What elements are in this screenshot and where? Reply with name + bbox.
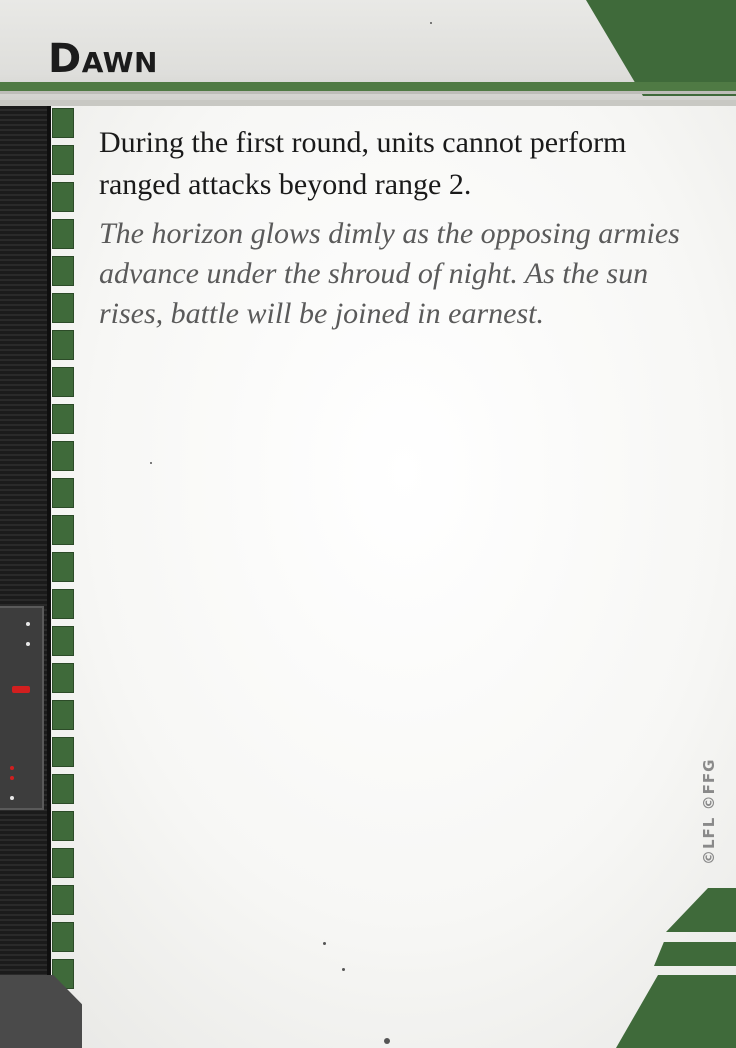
header-green-rule bbox=[0, 82, 736, 91]
sidebar-green-segment bbox=[52, 626, 74, 656]
header-divider-lower bbox=[0, 100, 736, 106]
sidebar-green-segment bbox=[52, 404, 74, 434]
texture-speck bbox=[150, 462, 152, 464]
sidebar-green-segment bbox=[52, 885, 74, 915]
sidebar-green-segment bbox=[52, 811, 74, 841]
texture-speck bbox=[323, 942, 326, 945]
indicator-red-dot bbox=[10, 766, 14, 770]
texture-speck bbox=[430, 22, 432, 24]
sidebar-green-segment bbox=[52, 219, 74, 249]
sidebar-green-segment bbox=[52, 330, 74, 360]
texture-speck bbox=[384, 1038, 390, 1044]
sidebar-texture bbox=[0, 106, 50, 1048]
sidebar-green-segment bbox=[52, 293, 74, 323]
sidebar-green-segment bbox=[52, 922, 74, 952]
indicator-light bbox=[26, 642, 30, 646]
sidebar-green-segment bbox=[52, 145, 74, 175]
corner-stripe-middle bbox=[654, 942, 736, 966]
sidebar-green-segments bbox=[52, 106, 76, 1048]
copyright-notice: ©LFL ©FFG bbox=[700, 758, 718, 865]
card-header bbox=[0, 0, 736, 106]
sidebar-green-segment bbox=[52, 515, 74, 545]
corner-stripe-bottom bbox=[616, 975, 736, 1048]
sidebar-green-segment bbox=[52, 737, 74, 767]
sidebar-green-segment bbox=[52, 848, 74, 878]
sidebar-green-segment bbox=[52, 367, 74, 397]
sidebar-green-segment bbox=[52, 182, 74, 212]
texture-speck bbox=[342, 968, 345, 971]
sidebar-green-segment bbox=[52, 552, 74, 582]
sidebar-green-segment bbox=[52, 774, 74, 804]
card-title: Dawn bbox=[48, 36, 158, 82]
card-body bbox=[99, 122, 709, 334]
sidebar-control-panel bbox=[0, 606, 44, 810]
indicator-red-bar bbox=[12, 686, 30, 693]
indicator-red-dot bbox=[10, 776, 14, 780]
header-divider bbox=[0, 91, 736, 94]
corner-stripe-top bbox=[666, 888, 736, 932]
sidebar-edge bbox=[47, 106, 51, 1048]
sidebar-green-segment bbox=[52, 441, 74, 471]
sidebar-green-segment bbox=[52, 663, 74, 693]
sidebar-green-segment bbox=[52, 478, 74, 508]
flavor-text: The horizon glows dimly as the opposing armies advance under the shroud of night. As the sun rises, battle will be joined in earnest. bbox=[99, 217, 680, 330]
sidebar-green-segment bbox=[52, 700, 74, 730]
sidebar-green-segment bbox=[52, 589, 74, 619]
rule-text: During the first round, units cannot perform ranged attacks beyond range 2. bbox=[99, 126, 627, 201]
sidebar-green-segment bbox=[52, 108, 74, 138]
indicator-light bbox=[10, 796, 14, 800]
sidebar-green-segment bbox=[52, 256, 74, 286]
indicator-light bbox=[26, 622, 30, 626]
